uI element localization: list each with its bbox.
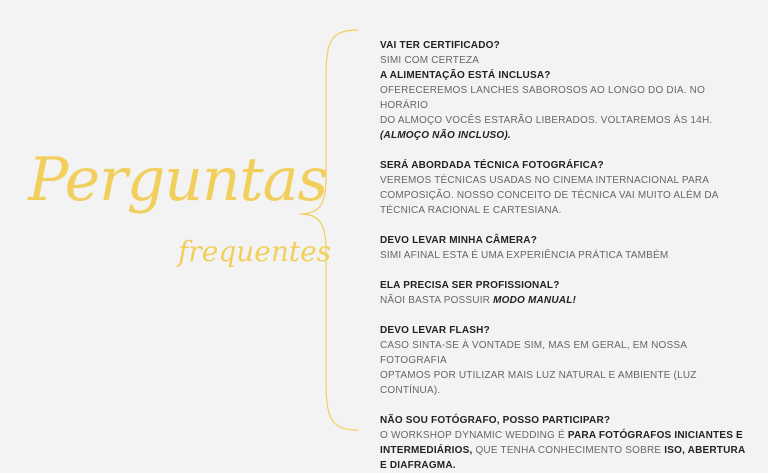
curly-brace-divider — [290, 28, 360, 432]
faq-answer: COMPOSIÇÃO. NOSSO CONCEITO DE TÉCNICA VAI MUITO ALÉM DA — [380, 190, 719, 201]
faq-answer-text: O WORKSHOP DYNAMIC WEDDING É — [380, 430, 565, 441]
faq-question: DEVO LEVAR FLASH? — [380, 325, 490, 336]
faq-list — [380, 38, 752, 473]
faq-question: SERÁ ABORDADA TÉCNICA FOTOGRÁFICA? — [380, 160, 604, 171]
faq-answer-note: (ALMOÇO NÃO INCLUSO). — [380, 130, 511, 141]
faq-answer-emphasis: PARA FOTÓGRAFOS INICIANTES E INTERMEDIÁRIOS, — [380, 430, 743, 456]
faq-answer: OFERECEREMOS LANCHES SABOROSOS AO LONGO DO DIA. NO HORÁRIO — [380, 85, 706, 111]
faq-question: NÃO SOU FOTÓGRAFO, POSSO PARTICIPAR? — [380, 415, 611, 426]
faq-question: DEVO LEVAR MINHA CÂMERA? — [380, 235, 538, 246]
faq-answer — [380, 293, 752, 308]
page-subtitle: frequentes — [178, 235, 332, 268]
faq-question: VAI TER CERTIFICADO? — [380, 40, 500, 51]
page-title: Perguntas — [28, 145, 328, 215]
faq-answer: CASO SINTA-SE À VONTADE SIM, MAS EM GERAL, EM NOSSA FOTOGRAFIA — [380, 340, 687, 366]
faq-answer — [380, 428, 752, 473]
faq-answer-emphasis: MODO MANUAL! — [493, 295, 577, 306]
faq-answer: VEREMOS TÉCNICAS USADAS NO CINEMA INTERNACIONAL PARA — [380, 175, 710, 186]
faq-answer-text: QUE TENHA CONHECIMENTO SOBRE — [475, 445, 662, 456]
faq-question: A ALIMENTAÇÃO ESTÁ INCLUSA? — [380, 70, 551, 81]
faq-answer: SIMI AFINAL ESTA É UMA EXPERIÊNCIA PRÁTICA TAMBÉM — [380, 250, 669, 261]
faq-answer-text: NÃOI BASTA POSSUIR — [380, 295, 491, 306]
faq-answer: SIMI COM CERTEZA — [380, 55, 480, 66]
faq-answer: OPTAMOS POR UTILIZAR MAIS LUZ NATURAL E AMBIENTE (LUZ CONTÍNUA). — [380, 370, 697, 396]
faq-answer-emphasis: ISO, ABERTURA E DIAFRAGMA. — [380, 445, 745, 471]
faq-answer: DO ALMOÇO VOCÊS ESTARÃO LIBERADOS. VOLTAREMOS ÀS 14H. — [380, 115, 713, 126]
faq-answer: TÉCNICA RACIONAL E CARTESIANA. — [380, 205, 562, 216]
faq-question: ELA PRECISA SER PROFISSIONAL? — [380, 280, 560, 291]
